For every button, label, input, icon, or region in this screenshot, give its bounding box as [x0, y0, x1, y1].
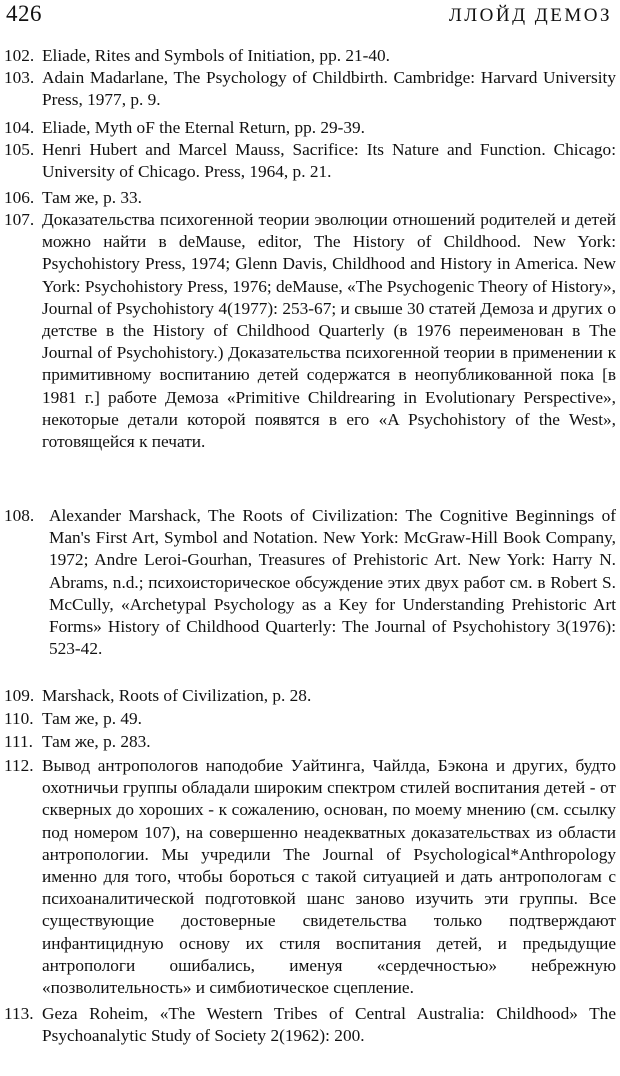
- endnote-105: [4, 139, 616, 183]
- note-text: Marshack, Roots of Civilization, p. 28.: [42, 686, 312, 705]
- note-number: 112.: [4, 756, 34, 775]
- running-title: ЛЛОЙД ДЕМОЗ: [448, 5, 612, 26]
- note-text: Там же, p. 33.: [42, 188, 142, 207]
- note-number: 107.: [4, 210, 35, 229]
- endnote-104: [4, 117, 616, 139]
- note-number: 102.: [4, 46, 35, 65]
- endnote-102: [4, 45, 616, 67]
- note-text: Доказательства психогенной теории эволюции отношений родителей и детей можно найти в deMause, editor, The History of Childhood. New York: Psychohistory Press, 1974; Glenn Davis, Childhood and History in America. New York: Psychohistory Press, 1976; deMause, «The Psychogenic Theory of History», Journal of Psychohistory 4(1977): 253-67; и свыше 30 статей Демоза и других о детстве в the History of Childhood Quarterly (в 1976 переименован в The Journal of Psychohistory.) Доказательства психогенной теории в применении к примитивному воспитанию детей содержатся в неопубликованной пока [в 1981 г.] работе Демоза «Primitive Childrearing in Evolutionary Perspective», некоторые детали которой появятся в его «A Psychohistory of the West», готовящейся к печати.: [42, 210, 616, 452]
- endnote-110: [4, 708, 616, 730]
- note-text: Там же, p. 283.: [42, 732, 151, 751]
- note-text: Eliade, Rites and Symbols of Initiation, pp. 21-40.: [42, 46, 390, 65]
- note-text: Вывод антропологов наподобие Уайтинга, Чайлда, Бэкона и других, будто охотничьи группы обладали широким спектром стилей воспитания детей - от скверных до хороших - к сожалению, основан, по моему мнению (см. ссылку под номером 107), на совершенно неадекватных доказательствах из области антропологии. Мы учредили The Journal of Psychological*Anthropology именно для того, чтобы бороться с такой ситуацией и дать антропологам с психоаналитической подготовкой шанс заново изучить эти группы. Все существующие достоверные свидетельства только подтверждают инфантицидную основу их стиля воспитания детей, и предыдущие антропологи ошибались, именуя «сердечностью» небрежную «позволительность» и симбиотическое сцепление.: [42, 756, 616, 998]
- note-number: 110.: [4, 709, 34, 728]
- note-text: Alexander Marshack, The Roots of Civilization: The Cognitive Beginnings of Man's First Art, Symbol and Notation. New York: McGraw-Hill Book Company, 1972; Andre Leroi-Gourhan, Treasures of Prehistoric Art. New York: Harry N. Abrams, n.d.; психоисторическое обсуждение этих двух работ см. в Robert S. McCully, «Archetypal Psychology as a Key for Understanding Prehistoric Art Forms» History of Childhood Quarterly: The Journal of Psychohistory 3(1976): 523-42.: [49, 506, 616, 659]
- note-number: 104.: [4, 118, 35, 137]
- note-number: 103.: [4, 68, 35, 87]
- endnote-106: [4, 187, 616, 209]
- note-text: Там же, p. 49.: [42, 709, 142, 728]
- endnote-108: [4, 505, 616, 660]
- page-header: [6, 1, 612, 35]
- note-text: Eliade, Myth oF the Eternal Return, pp. 29-39.: [42, 118, 366, 137]
- page-number: 426: [6, 1, 42, 26]
- endnote-107: [4, 209, 616, 453]
- note-number: 105.: [4, 140, 35, 159]
- note-number: 106.: [4, 188, 35, 207]
- endnote-109: [4, 685, 616, 707]
- endnote-111: [4, 731, 616, 753]
- note-number: 113.: [4, 1004, 34, 1023]
- note-text: Geza Roheim, «The Western Tribes of Central Australia: Childhood» The Psychoanalytic Study of Society 2(1962): 200.: [42, 1004, 616, 1046]
- endnote-103: [4, 67, 616, 111]
- note-text: Henri Hubert and Marcel Mauss, Sacrifice: Its Nature and Function. Chicago: University of Chicago. Press, 1964, p. 21.: [42, 140, 616, 182]
- note-number: 108.: [4, 506, 35, 525]
- note-number: 111.: [4, 732, 33, 751]
- endnote-112: [4, 755, 616, 999]
- note-number: 109.: [4, 686, 35, 705]
- endnote-113: [4, 1003, 616, 1047]
- note-text: Adain Madarlane, The Psychology of Childbirth. Cambridge: Harvard University Press, 1977, p. 9.: [42, 68, 616, 110]
